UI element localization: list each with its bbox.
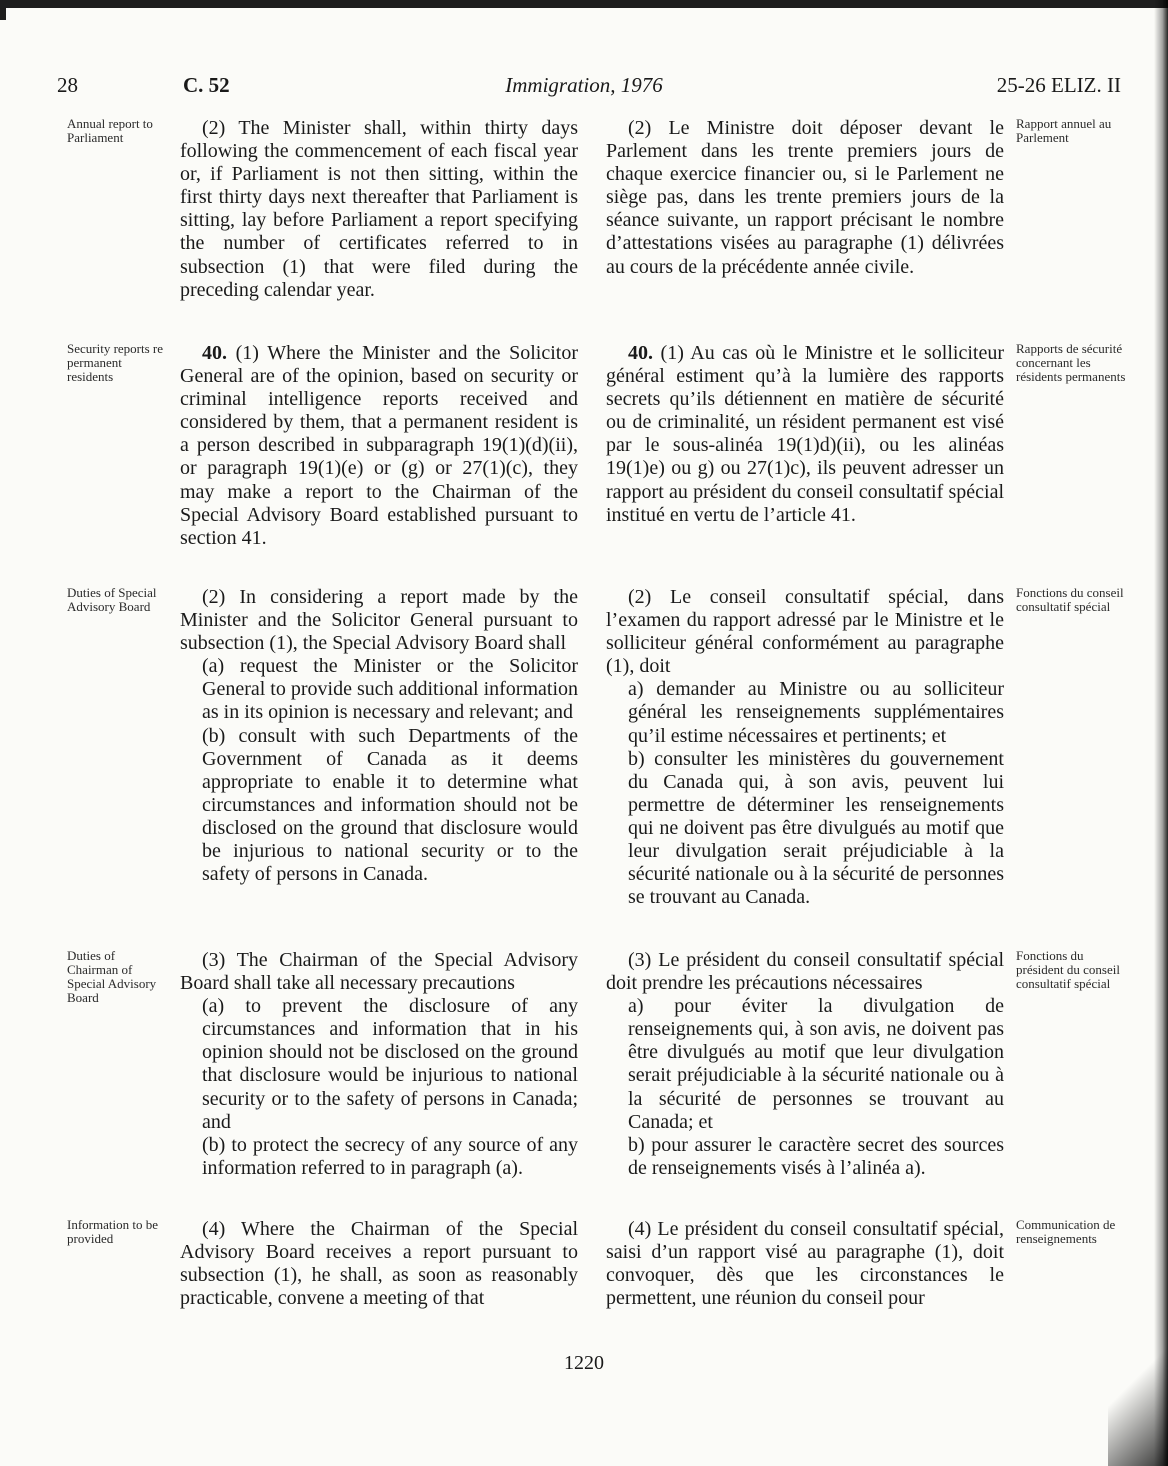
paragraph: (4) Le président du conseil consultatif spécial, saisi d’un rapport visé au paragraphe (1), doit convoquer, dès que les circonstances le permettent, une réunion du conseil pour	[606, 1218, 1004, 1310]
marginal-note-en: Duties of Chairman of Special Advisory Board	[67, 948, 157, 1005]
list-item: (b) to protect the secrecy of any source of any information referred to in paragraph (a).	[202, 1133, 578, 1179]
paragraph: (2) Le conseil consultatif spécial, dans l’examen du rapport adressé par le Ministre et le solliciteur général conformément au paragraphe (1), doit	[606, 586, 1004, 678]
list-item: a) demander au Ministre ou au solliciteur général les renseignements supplémentaires qu’il estime nécessaires et pertinents; et	[628, 678, 1004, 747]
folio-number: 1220	[564, 1352, 604, 1374]
regnal-year: 25-26 ELIZ. II	[996, 73, 1121, 97]
corner-mark	[0, 8, 6, 20]
english-text	[180, 949, 578, 1180]
marginal-note-fr: Rapport annuel au Parlement	[1016, 116, 1112, 145]
french-text	[606, 1218, 1004, 1310]
list-item: b) pour assurer le caractère secret des sources de renseignements visés à l’alinéa a).	[628, 1133, 1004, 1179]
list-item: (a) request the Minister or the Solicitor General to provide such additional information as in its opinion is necessary and relevant; and	[202, 655, 579, 724]
section-number: 40.	[628, 342, 653, 364]
french-text	[606, 342, 1004, 527]
french-text	[606, 586, 1004, 909]
marginal-note-en: Duties of Special Advisory Board	[67, 585, 157, 614]
paragraph: (4) Where the Chairman of the Special Advisory Board receives a report pursuant to subsection (1), he shall, as soon as reasonably practicable, convene a meeting of that	[180, 1218, 578, 1310]
marginal-note-en: Annual report to Parliament	[67, 116, 153, 145]
paragraph: 40. (1) Au cas où le Ministre et le solliciteur général estiment qu’à la lumière des rapports secrets qu’ils détiennent en matière de sécurité ou de criminalité, un résident permanent est visé par le sous-alinéa 19(1)d)(ii), ou les alinéas 19(1)e) ou g) ou 27(1)c), ils peuvent adresser un rapport au président du conseil consultatif spécial institué en vertu de l’article 41.	[606, 342, 1004, 526]
chapter-number: C. 52	[183, 73, 230, 97]
marginal-note-fr: Communication de renseignements	[1016, 1217, 1116, 1246]
paragraph: (2) Le Ministre doit déposer devant le Parlement dans les trente premiers jours de chaque exercice financier ou, si le Parlement ne siège pas, dans les trente premiers jours de la séance suivante, un rapport précisant le nombre d’attestations visées au paragraphe (1) délivrées au cours de la précédente année civile.	[606, 117, 1004, 278]
paragraph: (3) Le président du conseil consultatif spécial doit prendre les précautions nécessaires	[606, 949, 1004, 995]
marginal-note-fr: Rapports de sécurité concernant les résidents permanents	[1016, 341, 1126, 384]
english-text	[180, 1218, 578, 1310]
marginal-note-en: Security reports re permanent residents	[67, 341, 164, 384]
running-title: Immigration, 1976	[505, 73, 663, 97]
list-item: a) pour éviter la divulgation de renseignements qui, à son avis, ne doivent pas être divulgués au motif que leur divulgation serait préjudiciable à la sécurité nationale ou à la sécurité de personnes se trouvant au Canada; et	[628, 995, 1004, 1133]
marginal-note-fr: Fonctions du président du conseil consultatif spécial	[1016, 948, 1120, 991]
page-corner-shadow	[1108, 1326, 1168, 1466]
page-edge-shadow	[1154, 0, 1168, 1466]
english-text	[180, 586, 578, 886]
english-text	[180, 117, 578, 302]
page-number: 28	[57, 73, 78, 97]
list-item: (a) to prevent the disclosure of any circumstances and information that in his opinion should not be disclosed on the ground that disclosure would be injurious to national security or to the safety of persons in Canada; and	[202, 995, 578, 1133]
paragraph: (2) The Minister shall, within thirty days following the commencement of each fiscal year or, if Parliament is not then sitting, within the first thirty days next thereafter that Parliament is sitting, lay before Parliament a report specifying the number of certificates referred to in subsection (1) that were filed during the preceding calendar year.	[180, 117, 578, 301]
list-item: (b) consult with such Departments of the Government of Canada as it deems appropriate to enable it to determine what circumstances and information should not be disclosed on the ground that disclosure would be injurious to national security or to the safety of persons in Canada.	[202, 724, 578, 886]
list-item: b) consulter les ministères du gouvernement du Canada qui, à son avis, peuvent lui permettre de déterminer les renseignements qui ne doivent pas être divulgués au motif que leur divulgation serait préjudiciable à la sécurité nationale ou à la sécurité de personnes se trouvant au Canada.	[628, 747, 1004, 909]
top-rule	[0, 0, 1168, 8]
paragraph: 40. (1) Where the Minister and the Solicitor General are of the opinion, based on security or criminal intelligence reports received and considered by them, that a permanent resident is a person described in subparagraph 19(1)(d)(ii), or paragraph 19(1)(e) or (g) or 27(1)(c), they may make a report to the Chairman of the Special Advisory Board established pursuant to section 41.	[180, 342, 579, 549]
english-text	[180, 342, 578, 550]
section-number: 40.	[202, 342, 227, 364]
paragraph: (3) The Chairman of the Special Advisory Board shall take all necessary precautions	[180, 949, 578, 995]
french-text	[606, 949, 1004, 1180]
marginal-note-fr: Fonctions du conseil consultatif spécial	[1016, 585, 1124, 614]
paragraph: (2) In considering a report made by the Minister and the Solicitor General pursuant to subsection (1), the Special Advisory Board shall	[180, 586, 578, 655]
french-text	[606, 117, 1004, 279]
marginal-note-en: Information to be provided	[67, 1217, 158, 1246]
